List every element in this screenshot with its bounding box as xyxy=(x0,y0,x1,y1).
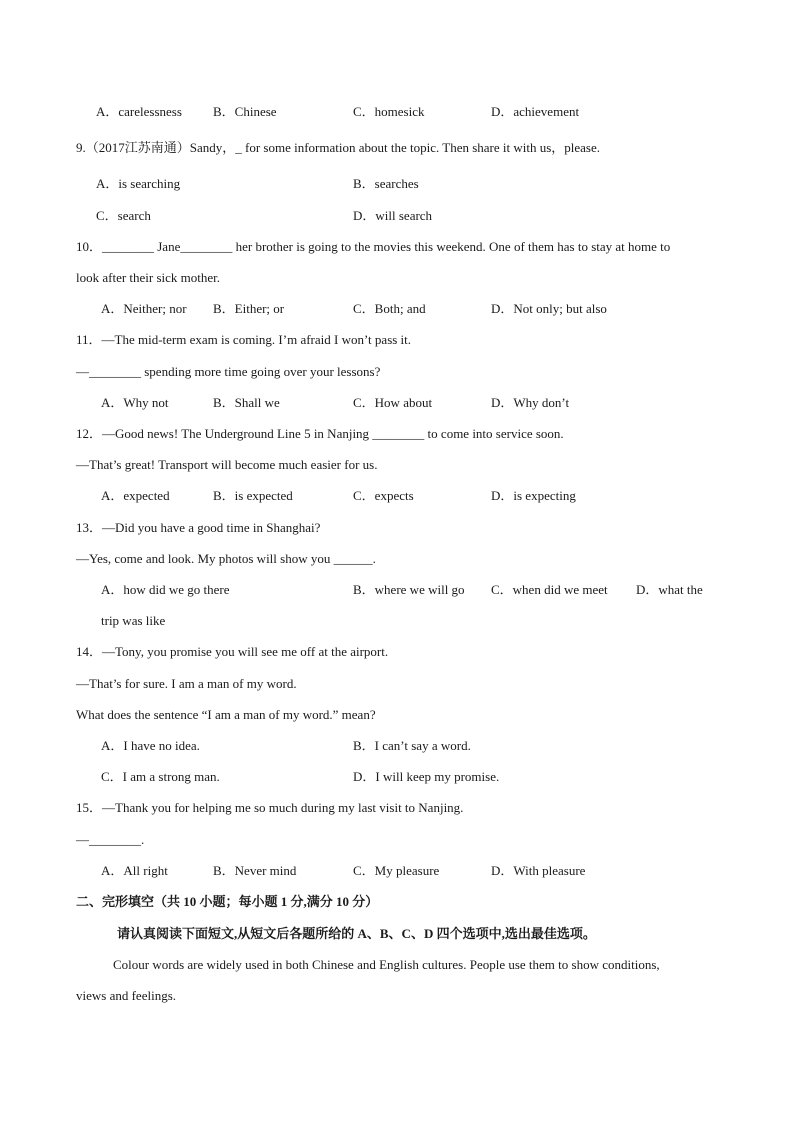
q11-stem-line1: 11．—The mid-term exam is coming. I’m afraid I won’t pass it. xyxy=(76,332,412,347)
q15-option-c: C．My pleasure xyxy=(353,863,440,878)
q13-option-b: B．where we will go xyxy=(353,582,465,597)
q8-option-a: A．carelessness xyxy=(96,104,182,119)
q15-stem-line1: 15．—Thank you for helping me so much during my last visit to Nanjing. xyxy=(76,800,464,815)
q12-option-d: D．is expecting xyxy=(491,488,576,503)
q15-option-a: A．All right xyxy=(101,863,168,878)
q14-option-c: C．I am a strong man. xyxy=(101,769,220,784)
q15-option-b: B．Never mind xyxy=(213,863,297,878)
q9-option-d: D．will search xyxy=(353,208,433,223)
q11-option-d: D．Why don’t xyxy=(491,395,570,410)
q11-option-c: C．How about xyxy=(353,395,433,410)
section-heading: 二、完形填空（共 10 小题；每小题 1 分,满分 10 分） xyxy=(76,894,379,909)
q9-stem: 9.（2017江苏南通）Sandy，_ for some information about the topic. Then share it with us，please. xyxy=(76,140,601,155)
q12-option-a: A．expected xyxy=(101,488,170,503)
q10-stem-line2: look after their sick mother. xyxy=(76,270,221,285)
q13-option-c: C．when did we meet xyxy=(491,582,608,597)
q8-option-c: C．homesick xyxy=(353,104,425,119)
q10-option-c: C．Both; and xyxy=(353,301,426,316)
q14-option-b: B．I can’t say a word. xyxy=(353,738,471,753)
q10-option-b: B．Either; or xyxy=(213,301,285,316)
q14-stem-line2: —That’s for sure. I am a man of my word. xyxy=(76,676,297,691)
q12-stem-line1: 12．—Good news! The Underground Line 5 in Nanjing ________ to come into service soon. xyxy=(76,426,564,441)
q9-option-c: C．search xyxy=(96,208,151,223)
q12-option-b: B．is expected xyxy=(213,488,293,503)
q10-option-d: D．Not only; but also xyxy=(491,301,607,316)
q10-stem-line1: 10．________ Jane________ her brother is going to the movies this weekend. One of them has to stay at home to xyxy=(76,239,671,254)
section-instruction: 请认真阅读下面短文,从短文后各题所给的 A、B、C、D 四个选项中,选出最佳选项。 xyxy=(117,926,596,941)
q14-option-a: A．I have no idea. xyxy=(101,738,200,753)
q13-option-d: D．what the xyxy=(636,582,703,597)
q13-option-d-wrap: trip was like xyxy=(101,613,166,628)
passage-line2: views and feelings. xyxy=(76,988,177,1003)
q14-stem-line1: 14．—Tony, you promise you will see me off at the airport. xyxy=(76,644,389,659)
q8-option-b: B．Chinese xyxy=(213,104,277,119)
q10-option-a: A．Neither; nor xyxy=(101,301,187,316)
q11-stem-line2: —________ spending more time going over your lessons? xyxy=(76,364,381,379)
q15-option-d: D．With pleasure xyxy=(491,863,586,878)
q14-option-d: D．I will keep my promise. xyxy=(353,769,500,784)
q11-option-b: B．Shall we xyxy=(213,395,280,410)
q13-stem-line2: —Yes, come and look. My photos will show you ______. xyxy=(76,551,376,566)
q15-stem-line2: —________. xyxy=(76,832,145,847)
q13-stem-line1: 13．—Did you have a good time in Shanghai? xyxy=(76,520,321,535)
q14-stem-line3: What does the sentence “I am a man of my word.” mean? xyxy=(76,707,376,722)
q9-option-a: A．is searching xyxy=(96,176,181,191)
q9-option-b: B．searches xyxy=(353,176,419,191)
passage-line1: Colour words are widely used in both Chinese and English cultures. People use them to show conditions, xyxy=(113,957,660,972)
q12-option-c: C．expects xyxy=(353,488,414,503)
q8-option-d: D．achievement xyxy=(491,104,580,119)
q13-option-a: A．how did we go there xyxy=(101,582,230,597)
q11-option-a: A．Why not xyxy=(101,395,169,410)
q12-stem-line2: —That’s great! Transport will become much easier for us. xyxy=(76,457,378,472)
